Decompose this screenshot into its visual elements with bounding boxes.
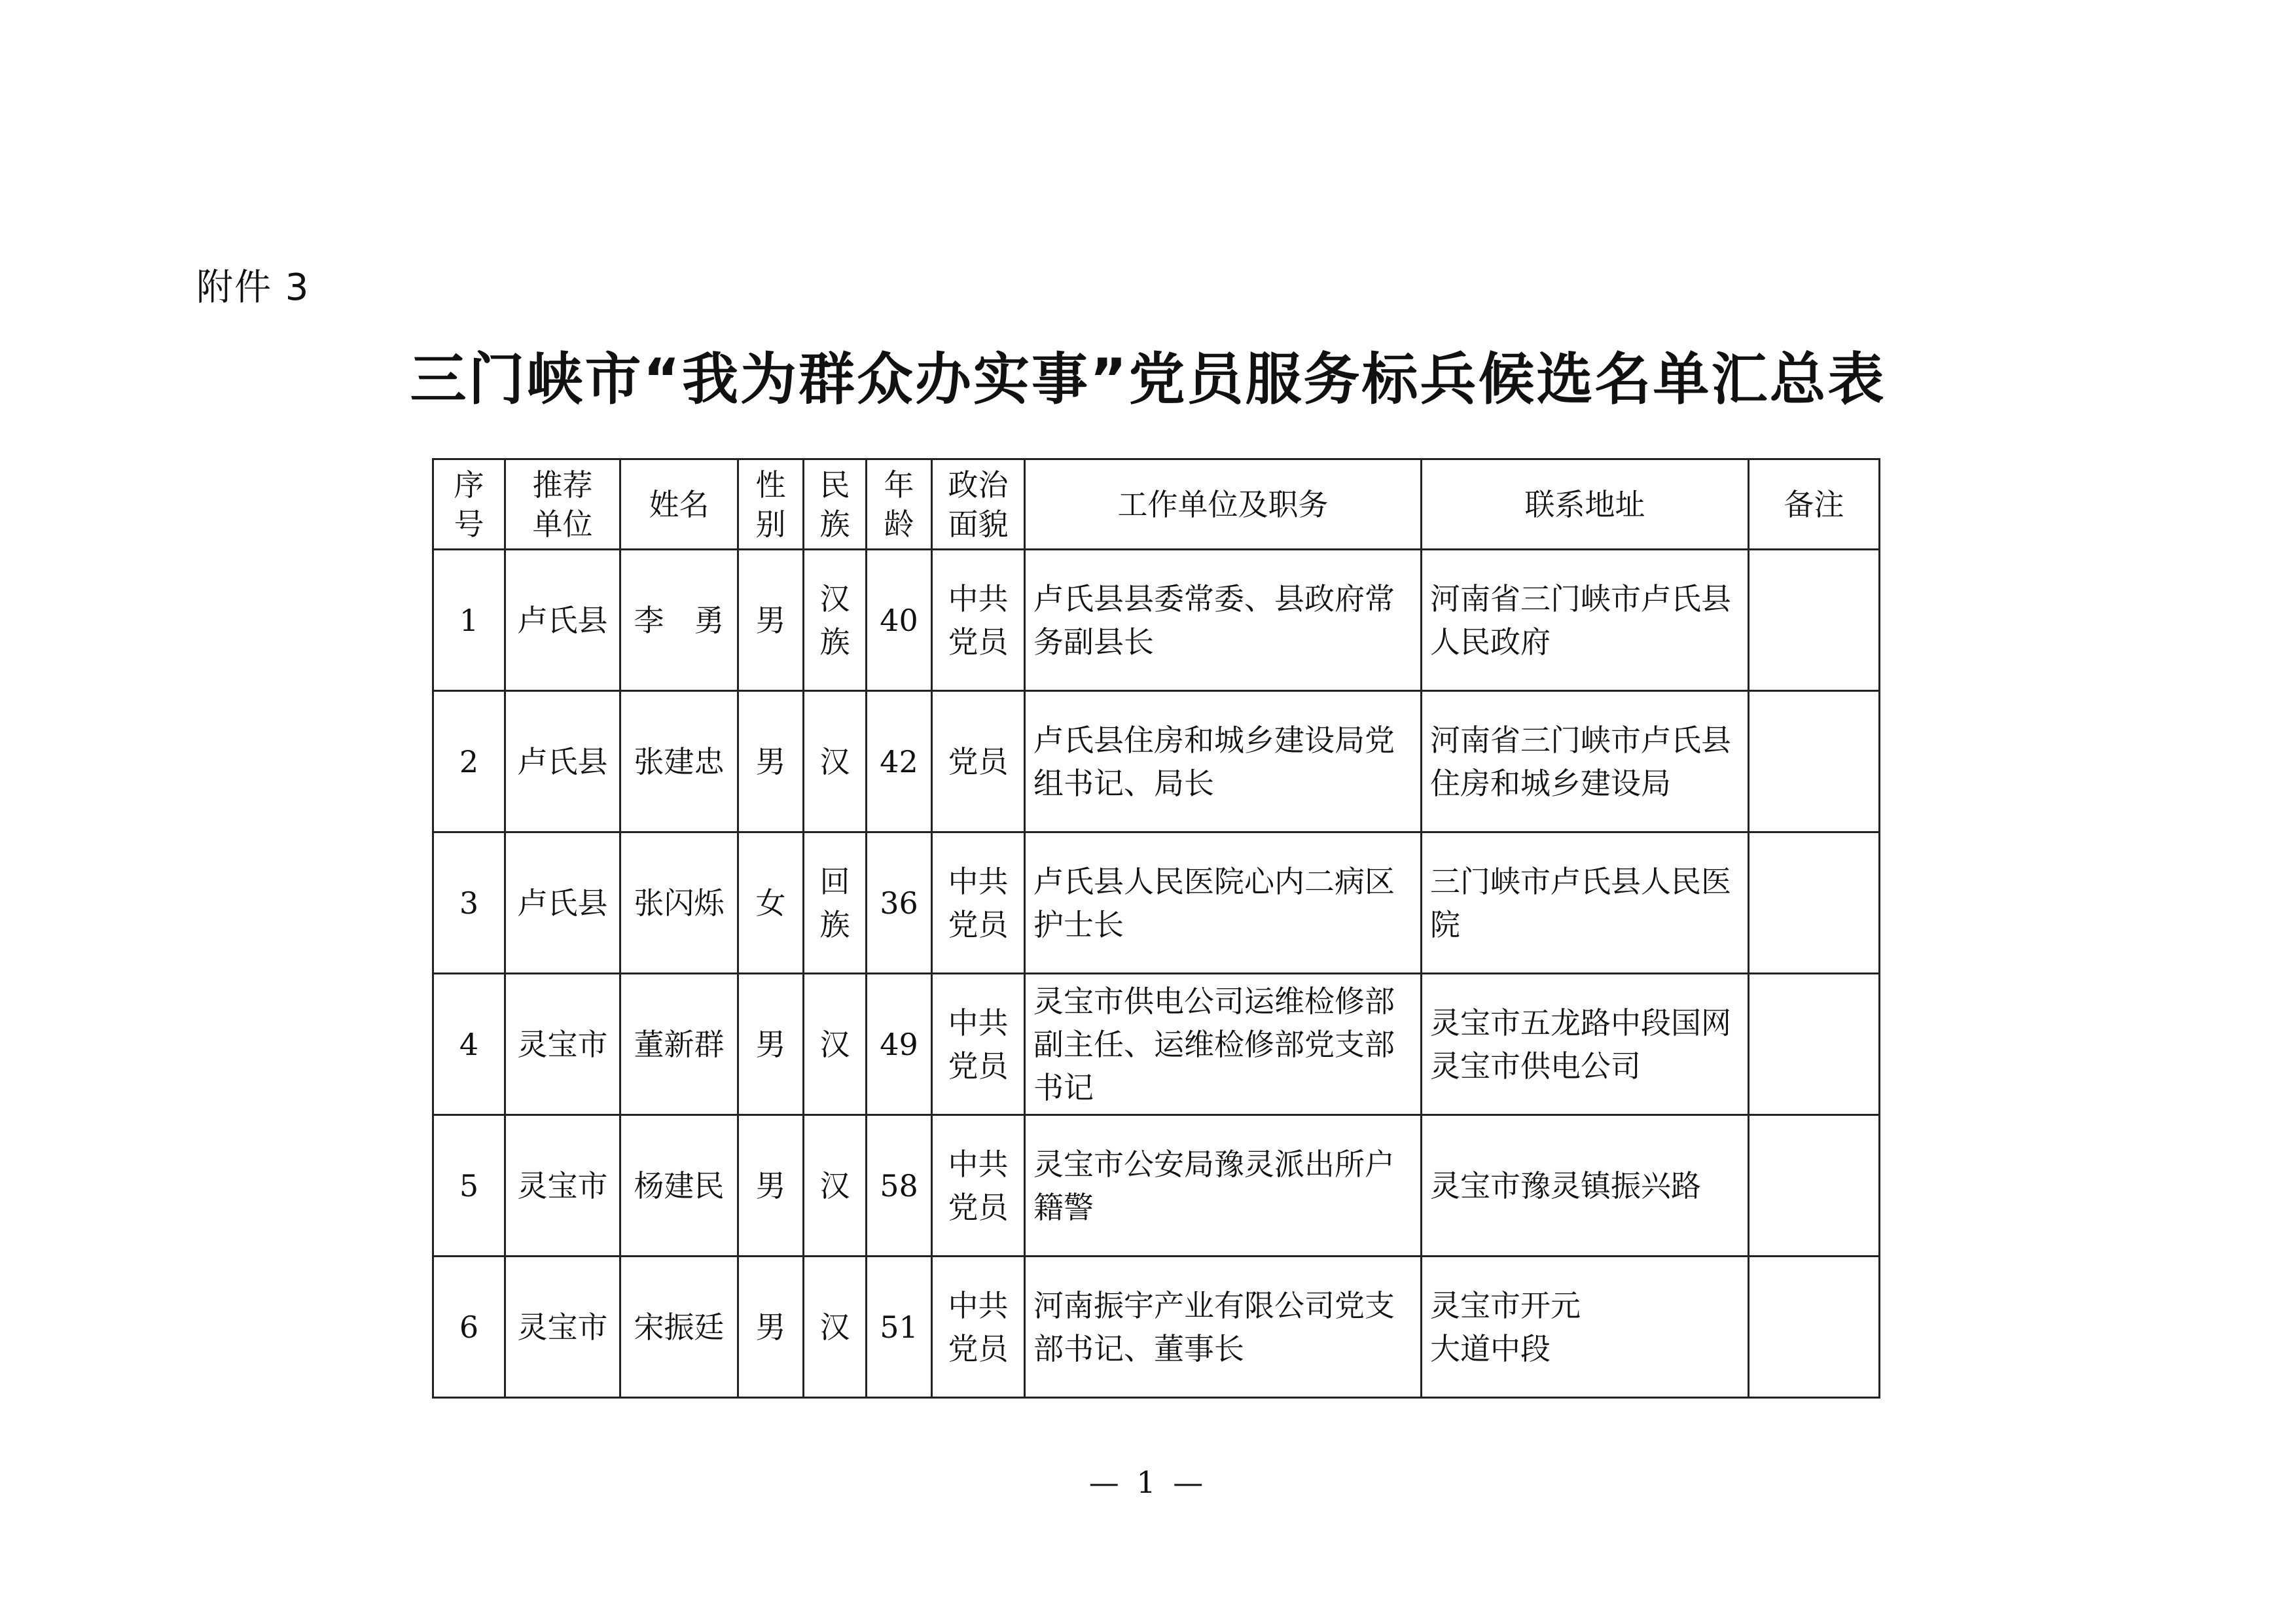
attachment-label: 附件 3	[196, 266, 310, 309]
cell-remarks	[1749, 1115, 1880, 1257]
cell-political-status: 中共 党员	[932, 1257, 1025, 1398]
cell-political-status: 党员	[932, 691, 1025, 832]
cell-name: 张闪烁	[620, 832, 738, 974]
cell-address: 灵宝市豫灵镇振兴路	[1422, 1115, 1749, 1257]
table-row	[433, 550, 1880, 691]
cell-work-position: 河南振宇产业有限公司党支部书记、董事长	[1025, 1257, 1422, 1398]
cell-age: 58	[867, 1115, 932, 1257]
table-body	[433, 550, 1880, 1398]
cell-unit: 卢氏县	[505, 691, 620, 832]
cell-ethnicity: 汉	[804, 1257, 867, 1398]
cell-unit: 灵宝市	[505, 974, 620, 1115]
cell-address: 灵宝市开元 大道中段	[1422, 1257, 1749, 1398]
cell-gender: 男	[738, 1115, 804, 1257]
cell-ethnicity: 汉	[804, 691, 867, 832]
cell-name: 张建忠	[620, 691, 738, 832]
header-age: 年 龄	[867, 459, 932, 550]
cell-gender: 男	[738, 974, 804, 1115]
cell-seq: 2	[433, 691, 505, 832]
header-name: 姓名	[620, 459, 738, 550]
cell-gender: 女	[738, 832, 804, 974]
cell-political-status: 中共 党员	[932, 974, 1025, 1115]
header-political-status: 政治 面貌	[932, 459, 1025, 550]
cell-name: 李 勇	[620, 550, 738, 691]
cell-political-status: 中共 党员	[932, 1115, 1025, 1257]
cell-gender: 男	[738, 1257, 804, 1398]
cell-remarks	[1749, 832, 1880, 974]
cell-seq: 3	[433, 832, 505, 974]
cell-ethnicity: 回 族	[804, 832, 867, 974]
cell-age: 49	[867, 974, 932, 1115]
cell-unit: 卢氏县	[505, 832, 620, 974]
cell-address: 河南省三门峡市卢氏县住房和城乡建设局	[1422, 691, 1749, 832]
header-remarks: 备注	[1749, 459, 1880, 550]
page-number: — 1 —	[1088, 1465, 1208, 1500]
cell-age: 40	[867, 550, 932, 691]
candidate-table	[432, 458, 1880, 1399]
cell-seq: 4	[433, 974, 505, 1115]
cell-work-position: 灵宝市供电公司运维检修部副主任、运维检修部党支部书记	[1025, 974, 1422, 1115]
header-gender: 性 别	[738, 459, 804, 550]
cell-work-position: 卢氏县县委常委、县政府常务副县长	[1025, 550, 1422, 691]
cell-remarks	[1749, 691, 1880, 832]
cell-seq: 6	[433, 1257, 505, 1398]
table-row	[433, 691, 1880, 832]
header-work-position: 工作单位及职务	[1025, 459, 1422, 550]
cell-age: 42	[867, 691, 932, 832]
cell-remarks	[1749, 1257, 1880, 1398]
cell-remarks	[1749, 550, 1880, 691]
cell-seq: 5	[433, 1115, 505, 1257]
cell-unit: 卢氏县	[505, 550, 620, 691]
table-row	[433, 1115, 1880, 1257]
cell-address: 三门峡市卢氏县人民医院	[1422, 832, 1749, 974]
cell-name: 董新群	[620, 974, 738, 1115]
cell-work-position: 卢氏县人民医院心内二病区护士长	[1025, 832, 1422, 974]
header-ethnicity: 民 族	[804, 459, 867, 550]
cell-age: 36	[867, 832, 932, 974]
cell-work-position: 卢氏县住房和城乡建设局党组书记、局长	[1025, 691, 1422, 832]
cell-remarks	[1749, 974, 1880, 1115]
cell-ethnicity: 汉	[804, 974, 867, 1115]
cell-gender: 男	[738, 691, 804, 832]
cell-ethnicity: 汉 族	[804, 550, 867, 691]
cell-address: 灵宝市五龙路中段国网灵宝市供电公司	[1422, 974, 1749, 1115]
header-seq: 序 号	[433, 459, 505, 550]
cell-name: 宋振廷	[620, 1257, 738, 1398]
cell-unit: 灵宝市	[505, 1257, 620, 1398]
cell-address: 河南省三门峡市卢氏县人民政府	[1422, 550, 1749, 691]
cell-political-status: 中共 党员	[932, 832, 1025, 974]
cell-gender: 男	[738, 550, 804, 691]
header-address: 联系地址	[1422, 459, 1749, 550]
cell-ethnicity: 汉	[804, 1115, 867, 1257]
cell-seq: 1	[433, 550, 505, 691]
cell-political-status: 中共 党员	[932, 550, 1025, 691]
table-row	[433, 832, 1880, 974]
cell-unit: 灵宝市	[505, 1115, 620, 1257]
table-row	[433, 1257, 1880, 1398]
table-header-row	[433, 459, 1880, 550]
header-unit: 推荐 单位	[505, 459, 620, 550]
cell-name: 杨建民	[620, 1115, 738, 1257]
cell-work-position: 灵宝市公安局豫灵派出所户籍警	[1025, 1115, 1422, 1257]
document-title: 三门峡市“我为群众办实事”党员服务标兵候选名单汇总表	[410, 347, 1886, 412]
cell-age: 51	[867, 1257, 932, 1398]
table-row	[433, 974, 1880, 1115]
